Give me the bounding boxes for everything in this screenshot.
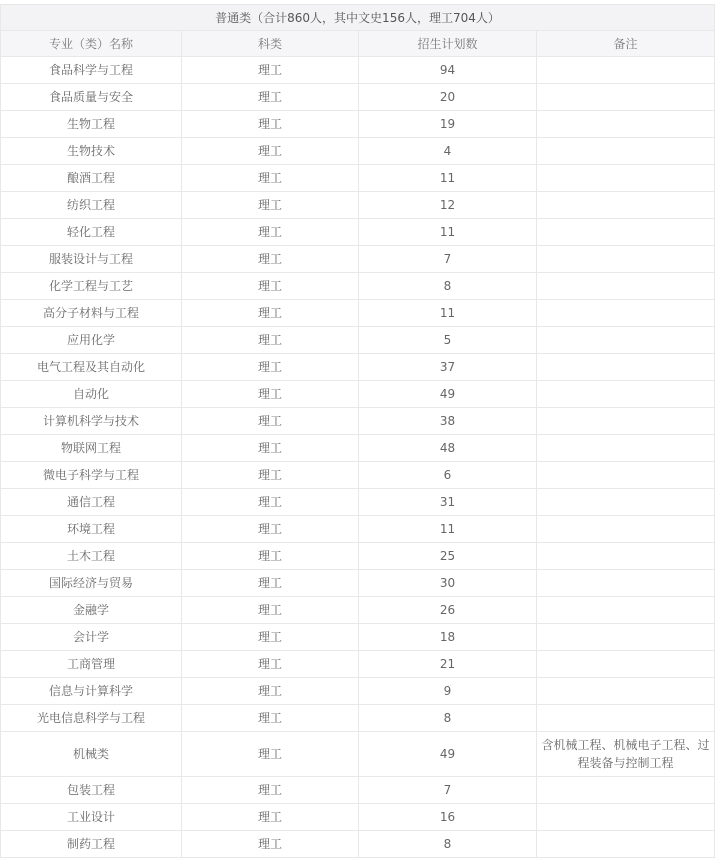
- cell-category: 理工: [182, 597, 359, 624]
- cell-note: [537, 381, 715, 408]
- cell-plan-count: 11: [359, 516, 537, 543]
- cell-note: [537, 246, 715, 273]
- cell-note: [537, 705, 715, 732]
- cell-major: 光电信息科学与工程: [1, 705, 182, 732]
- cell-major: 计算机科学与技术: [1, 408, 182, 435]
- table-row: [1, 381, 715, 408]
- cell-note: [537, 354, 715, 381]
- cell-plan-count: 6: [359, 462, 537, 489]
- table-row: [1, 732, 715, 777]
- cell-major: 自动化: [1, 381, 182, 408]
- cell-plan-count: 4: [359, 138, 537, 165]
- cell-note: [537, 804, 715, 831]
- header-note: 备注: [537, 31, 715, 57]
- cell-plan-count: 7: [359, 246, 537, 273]
- cell-major: 制药工程: [1, 831, 182, 858]
- cell-major: 轻化工程: [1, 219, 182, 246]
- cell-category: 理工: [182, 831, 359, 858]
- cell-category: 理工: [182, 111, 359, 138]
- cell-category: 理工: [182, 84, 359, 111]
- table-row: [1, 84, 715, 111]
- cell-plan-count: 48: [359, 435, 537, 462]
- table-row: [1, 462, 715, 489]
- table-row: [1, 435, 715, 462]
- cell-note: [537, 624, 715, 651]
- cell-plan-count: 11: [359, 219, 537, 246]
- table-row: [1, 354, 715, 381]
- cell-major: 土木工程: [1, 543, 182, 570]
- cell-plan-count: 30: [359, 570, 537, 597]
- cell-note: [537, 462, 715, 489]
- cell-plan-count: 9: [359, 678, 537, 705]
- table-row: [1, 273, 715, 300]
- table-row: [1, 246, 715, 273]
- table-row: [1, 516, 715, 543]
- table-row: [1, 219, 715, 246]
- cell-note: [537, 489, 715, 516]
- cell-plan-count: 94: [359, 57, 537, 84]
- header-major: 专业（类）名称: [1, 31, 182, 57]
- table-row: [1, 57, 715, 84]
- cell-plan-count: 12: [359, 192, 537, 219]
- cell-note: [537, 57, 715, 84]
- table-caption: 普通类（合计860人，其中文史156人，理工704人）: [1, 5, 715, 31]
- cell-major: 包装工程: [1, 777, 182, 804]
- table-row: [1, 489, 715, 516]
- table-row: [1, 408, 715, 435]
- cell-major: 高分子材料与工程: [1, 300, 182, 327]
- cell-category: 理工: [182, 732, 359, 777]
- cell-category: 理工: [182, 408, 359, 435]
- table-row: [1, 597, 715, 624]
- header-plan-count: 招生计划数: [359, 31, 537, 57]
- cell-category: 理工: [182, 516, 359, 543]
- cell-category: 理工: [182, 192, 359, 219]
- table-row: [1, 570, 715, 597]
- cell-major: 信息与计算科学: [1, 678, 182, 705]
- cell-category: 理工: [182, 165, 359, 192]
- cell-plan-count: 20: [359, 84, 537, 111]
- cell-category: 理工: [182, 678, 359, 705]
- cell-note: [537, 651, 715, 678]
- cell-plan-count: 8: [359, 705, 537, 732]
- cell-category: 理工: [182, 327, 359, 354]
- cell-major: 工商管理: [1, 651, 182, 678]
- cell-note: [537, 192, 715, 219]
- table-row: [1, 165, 715, 192]
- cell-category: 理工: [182, 777, 359, 804]
- cell-category: 理工: [182, 354, 359, 381]
- table-row: [1, 678, 715, 705]
- cell-note: [537, 84, 715, 111]
- cell-note: [537, 273, 715, 300]
- cell-major: 微电子科学与工程: [1, 462, 182, 489]
- table-row: [1, 831, 715, 858]
- cell-major: 工业设计: [1, 804, 182, 831]
- cell-major: 纺织工程: [1, 192, 182, 219]
- table-row: [1, 705, 715, 732]
- table-row: [1, 327, 715, 354]
- cell-major: 金融学: [1, 597, 182, 624]
- cell-category: 理工: [182, 219, 359, 246]
- cell-category: 理工: [182, 300, 359, 327]
- cell-plan-count: 49: [359, 381, 537, 408]
- table-row: [1, 138, 715, 165]
- table-header-row: [1, 31, 715, 57]
- cell-plan-count: 37: [359, 354, 537, 381]
- cell-note: [537, 516, 715, 543]
- table-row: [1, 651, 715, 678]
- cell-plan-count: 7: [359, 777, 537, 804]
- cell-category: 理工: [182, 651, 359, 678]
- cell-note: [537, 435, 715, 462]
- cell-category: 理工: [182, 543, 359, 570]
- cell-note: [537, 219, 715, 246]
- cell-plan-count: 11: [359, 165, 537, 192]
- cell-note: [537, 327, 715, 354]
- cell-category: 理工: [182, 435, 359, 462]
- cell-major: 生物技术: [1, 138, 182, 165]
- cell-plan-count: 18: [359, 624, 537, 651]
- cell-major: 电气工程及其自动化: [1, 354, 182, 381]
- cell-major: 食品科学与工程: [1, 57, 182, 84]
- cell-category: 理工: [182, 705, 359, 732]
- cell-category: 理工: [182, 624, 359, 651]
- cell-plan-count: 11: [359, 300, 537, 327]
- cell-note: [537, 300, 715, 327]
- table-row: [1, 777, 715, 804]
- cell-note: [537, 678, 715, 705]
- cell-major: 机械类: [1, 732, 182, 777]
- cell-major: 通信工程: [1, 489, 182, 516]
- cell-plan-count: 5: [359, 327, 537, 354]
- cell-major: 食品质量与安全: [1, 84, 182, 111]
- cell-category: 理工: [182, 273, 359, 300]
- cell-major: 酿酒工程: [1, 165, 182, 192]
- cell-note: [537, 408, 715, 435]
- cell-plan-count: 16: [359, 804, 537, 831]
- cell-plan-count: 25: [359, 543, 537, 570]
- table-row: [1, 300, 715, 327]
- table-row: [1, 624, 715, 651]
- cell-note: [537, 831, 715, 858]
- table-row: [1, 804, 715, 831]
- cell-note: [537, 111, 715, 138]
- cell-category: 理工: [182, 138, 359, 165]
- cell-note: [537, 570, 715, 597]
- cell-major: 生物工程: [1, 111, 182, 138]
- cell-category: 理工: [182, 57, 359, 84]
- table-row: [1, 192, 715, 219]
- cell-plan-count: 26: [359, 597, 537, 624]
- cell-category: 理工: [182, 804, 359, 831]
- table-row: [1, 543, 715, 570]
- cell-note: [537, 777, 715, 804]
- cell-category: 理工: [182, 381, 359, 408]
- enrollment-table-container: [0, 4, 714, 858]
- cell-plan-count: 49: [359, 732, 537, 777]
- cell-note: 含机械工程、机械电子工程、过程装备与控制工程: [537, 732, 715, 777]
- cell-major: 服装设计与工程: [1, 246, 182, 273]
- cell-major: 应用化学: [1, 327, 182, 354]
- cell-plan-count: 8: [359, 273, 537, 300]
- cell-plan-count: 19: [359, 111, 537, 138]
- table-caption-row: [1, 5, 715, 31]
- cell-category: 理工: [182, 489, 359, 516]
- header-category: 科类: [182, 31, 359, 57]
- cell-plan-count: 38: [359, 408, 537, 435]
- cell-category: 理工: [182, 462, 359, 489]
- cell-major: 国际经济与贸易: [1, 570, 182, 597]
- cell-plan-count: 8: [359, 831, 537, 858]
- cell-major: 环境工程: [1, 516, 182, 543]
- cell-note: [537, 597, 715, 624]
- cell-note: [537, 543, 715, 570]
- cell-major: 会计学: [1, 624, 182, 651]
- cell-note: [537, 165, 715, 192]
- cell-category: 理工: [182, 246, 359, 273]
- cell-plan-count: 21: [359, 651, 537, 678]
- cell-note: [537, 138, 715, 165]
- table-row: [1, 111, 715, 138]
- cell-plan-count: 31: [359, 489, 537, 516]
- cell-category: 理工: [182, 570, 359, 597]
- cell-major: 化学工程与工艺: [1, 273, 182, 300]
- enrollment-plan-table: [0, 4, 715, 858]
- cell-major: 物联网工程: [1, 435, 182, 462]
